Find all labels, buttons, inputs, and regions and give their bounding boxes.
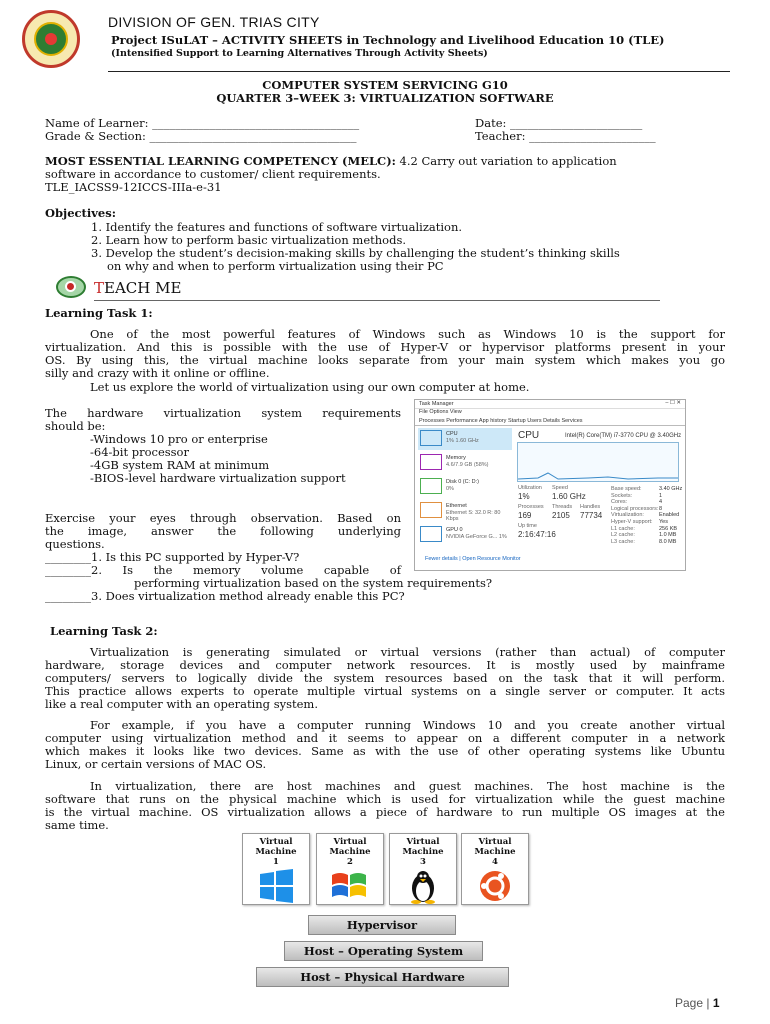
tm-processes-value: 169: [518, 511, 532, 520]
task2-label: Learning Task 2:: [50, 624, 158, 638]
virtual-machine-2: [316, 833, 384, 905]
task-manager-menu: File Options View: [419, 409, 462, 415]
tm-util-label: Utilization: [518, 485, 542, 491]
vm-number: 3: [420, 857, 426, 867]
req-processor: -64-bit processor: [90, 445, 189, 459]
windows-logo-icon: [256, 869, 296, 903]
task1-label: Learning Task 1:: [45, 306, 153, 320]
virtual-machine-4: [461, 833, 529, 905]
task2-p3-line3: is the virtual machine. OS virtualization allows a piece of hardware to run multiple OS images at the: [45, 805, 725, 819]
tm-side-memory-sub: 4.6/7.9 GB (58%): [446, 462, 489, 468]
task2-p2-line3: which makes it looks like two devices. Same as with the use of other operating systems like Ubuntu: [45, 744, 725, 758]
page-number: [675, 996, 720, 1010]
tm-spec-value: 1: [659, 492, 663, 499]
windows-xp-logo-icon: [328, 869, 372, 903]
task-manager-screenshot: [414, 399, 686, 571]
tm-speed-label: Speed: [552, 485, 568, 491]
task-manager-tabs-text: Processes Performance App history Startup Users Details Services: [419, 418, 583, 424]
task1-para-line3: OS. By using this, the virtual machine looks separate from your main system which makes you go: [45, 353, 725, 367]
tm-spec-label: Logical processors:: [611, 505, 659, 512]
vm-number: 1: [273, 857, 279, 867]
tm-spec-label: Base speed:: [611, 486, 642, 492]
tm-spec-value: 4: [659, 499, 663, 506]
task2-p3-line2: software that runs on the physical machine which is used for virtualization while the guest machine: [45, 792, 725, 806]
question-1: ________1. Is this PC supported by Hyper-V?: [45, 550, 300, 564]
tm-cpu-graph-line: [518, 443, 678, 481]
tm-cpu-graph: [517, 442, 679, 482]
tm-side-gpu-name: GPU 0: [446, 527, 463, 533]
task1-para-line1: One of the most powerful features of Windows such as Windows 10 is the support for: [90, 327, 725, 341]
ubuntu-logo-icon: [475, 868, 515, 904]
vm-label: Machine: [474, 847, 516, 857]
task2-p1-line2: hardware, storage devices and computer network resources. It is mostly used by mainframe: [45, 658, 725, 672]
tm-speed-value: 1.60 GHz: [552, 492, 586, 501]
date-field: Date: _______________________: [475, 116, 643, 130]
question-2-cont: performing virtualization based on the system requirements?: [134, 576, 493, 590]
task2-p2-line1: For example, if you have a computer running Windows 10 and you create another virtual: [90, 718, 725, 732]
tm-side-disk: [418, 476, 512, 498]
tm-side-ethernet-sub: Ethernet S: 32.0 R: 80 Kbps: [446, 510, 501, 522]
tm-spec-label: Sockets:: [611, 492, 633, 499]
req-ram: -4GB system RAM at minimum: [90, 458, 270, 472]
vm-number: 2: [347, 857, 353, 867]
objective-3: 3. Develop the student’s decision-making skills by challenging the student’s thinking skills: [91, 246, 620, 260]
tm-side-disk-sub: 0%: [446, 486, 454, 492]
vm-label: Virtual: [478, 837, 512, 847]
project-title: Project ISuLAT – ACTIVITY SHEETS in Technology and Livelihood Education 10 (TLE): [111, 33, 665, 47]
host-hardware-layer: Host – Physical Hardware: [256, 967, 509, 987]
req-intro-2: should be:: [45, 419, 106, 433]
tm-side-memory-name: Memory: [446, 455, 466, 461]
task-manager-tabs: [415, 417, 685, 426]
tm-spec-value: 8: [659, 505, 663, 512]
course-title: COMPUTER SYSTEM SERVICING G10: [262, 78, 508, 92]
learner-name-field: Name of Learner: ____________________________________: [45, 116, 360, 130]
tm-spec-value: 256 KB: [659, 525, 678, 532]
tm-uptime-value: 2:16:47:16: [518, 530, 556, 539]
exercise-line2: the image, answer the following underlying: [45, 524, 401, 538]
objective-2: 2. Learn how to perform basic virtualization methods.: [91, 233, 407, 247]
req-bios: -BIOS-level hardware virtualization support: [90, 471, 346, 485]
task-manager-title: Task Manager: [419, 401, 454, 407]
target-icon: [56, 276, 86, 298]
tm-util-value: 1%: [518, 492, 530, 501]
vm-label: Machine: [255, 847, 297, 857]
tm-processes-label: Processes: [518, 504, 544, 510]
tm-threads-value: 2105: [552, 511, 570, 520]
task2-p2-line4: Linux, or certain versions of MAC OS.: [45, 757, 267, 771]
grade-section-field: Grade & Section: ____________________________________: [45, 129, 357, 143]
teach-me-first-letter: T: [94, 279, 105, 297]
tm-spec-value: 8.0 MB: [659, 538, 677, 545]
window-controls-icon: – ☐ ✕: [665, 400, 681, 406]
objective-1: 1. Identify the features and functions of software virtualization.: [91, 220, 463, 234]
virtual-machine-1: [242, 833, 310, 905]
page-num: 1: [712, 996, 720, 1010]
tm-footer-links: Fewer details | Open Resource Monitor: [425, 556, 521, 562]
tm-handles-label: Handles: [580, 504, 601, 510]
req-windows: -Windows 10 pro or enterprise: [90, 432, 268, 446]
task1-para-line4: silly and crazy with it online or offline.: [45, 366, 270, 380]
teacher-field: Teacher: ______________________: [475, 129, 656, 143]
tm-side-cpu-name: CPU: [446, 431, 458, 437]
tm-side-disk-name: Disk 0 (C: D:): [446, 479, 479, 485]
tm-side-ethernet-name: Ethernet: [446, 503, 467, 509]
tm-spec-values: [659, 486, 682, 545]
teach-me-heading: [94, 279, 181, 297]
teach-me-rest: EACH ME: [104, 279, 182, 297]
tm-spec-value: Yes: [659, 518, 668, 525]
tm-spec-label: Cores:: [611, 499, 628, 506]
tm-uptime-label: Up time: [518, 523, 537, 529]
melc-text: 4.2 Carry out variation to application: [395, 154, 617, 168]
tm-side-cpu-sub: 1% 1.60 GHz: [446, 438, 479, 444]
host-os-layer: Host – Operating System: [284, 941, 483, 961]
tm-spec-label: L2 cache:: [611, 532, 635, 539]
vm-label: Machine: [329, 847, 371, 857]
teach-me-divider: [94, 300, 660, 301]
tm-spec-label: L1 cache:: [611, 525, 635, 532]
tm-spec-value: 3.40 GHz: [659, 486, 683, 492]
page-label: Page |: [675, 996, 713, 1010]
project-subtitle: (Intensified Support to Learning Alternatives Through Activity Sheets): [111, 48, 488, 59]
quarter-title: QUARTER 3–WEEK 3: VIRTUALIZATION SOFTWARE: [216, 91, 554, 105]
tm-handles-value: 77734: [580, 511, 603, 520]
objectives-label: Objectives:: [45, 206, 116, 220]
vm-label: Machine: [402, 847, 444, 857]
tm-spec-value: 1.0 MB: [659, 532, 677, 539]
tm-side-memory: [418, 452, 512, 474]
task2-p3-line4: same time.: [45, 818, 109, 832]
vm-label: Virtual: [259, 837, 293, 847]
task2-p1-line4: This practice allows experts to operate multiple virtual systems on a single server or computer. It acts: [45, 684, 725, 698]
task2-p1-line3: computers/ servers to logically divide the system resources based on the task that it will perform.: [45, 671, 725, 685]
tm-spec-labels: [611, 486, 658, 545]
task1-para-line2: virtualization. And this is possible with the use of Hyper-V or hypervisor platforms present in your: [45, 340, 725, 354]
virtual-machine-3: [389, 833, 457, 905]
exercise-line1: Exercise your eyes through observation. Based on: [45, 511, 401, 525]
tm-spec-label: Virtualization:: [611, 512, 644, 519]
vm-label: Virtual: [333, 837, 367, 847]
tm-side-gpu: [418, 524, 512, 546]
melc-label: MOST ESSENTIAL LEARNING COMPETENCY (MELC):: [45, 154, 396, 168]
task-manager-titlebar: [415, 400, 685, 409]
tm-cpu-name: Intel(R) Core(TM) i7-3770 CPU @ 3.40GHz: [565, 433, 682, 439]
tm-cpu-title: CPU: [518, 430, 540, 441]
melc-code: TLE_IACSS9-12ICCS-IIIa-e-31: [45, 180, 222, 194]
linux-penguin-icon: [403, 868, 443, 904]
tm-spec-label: L3 cache:: [611, 538, 635, 545]
question-2: ________2. Is the memory volume capable of: [45, 563, 401, 577]
question-3: ________3. Does virtualization method already enable this PC?: [45, 589, 405, 603]
vm-number: 4: [492, 857, 498, 867]
task2-p3-line1: In virtualization, there are host machines and guest machines. The host machine is the: [90, 779, 725, 793]
tm-spec-value: Enabled: [659, 512, 680, 519]
task2-p1-line1: Virtualization is generating simulated or virtual versions (rather than actual) of computer: [90, 645, 725, 659]
tm-side-cpu: [418, 428, 512, 450]
melc-line2: software in accordance to customer/ client requirements.: [45, 167, 381, 181]
hypervisor-layer: Hypervisor: [308, 915, 456, 935]
division-title: DIVISION OF GEN. TRIAS CITY: [108, 14, 320, 30]
req-intro: The hardware virtualization system requirements: [45, 406, 401, 420]
division-seal-logo: [22, 10, 80, 68]
tm-side-gpu-sub: NVIDIA GeForce G... 1%: [446, 534, 507, 540]
exercise-line3: questions.: [45, 537, 105, 551]
tm-side-ethernet: [418, 500, 512, 522]
tm-spec-label: Hyper-V support:: [611, 518, 653, 525]
task1-explore: Let us explore the world of virtualization using our own computer at home.: [90, 380, 530, 394]
task2-p1-line5: like a real computer with an operating system.: [45, 697, 318, 711]
tm-threads-label: Threads: [552, 504, 573, 510]
objective-3-cont: on why and when to perform virtualization using their PC: [107, 259, 444, 273]
header-divider: [108, 71, 730, 72]
task2-p2-line2: computer using virtualization method and it seems to appear on a different computer in a network: [45, 731, 725, 745]
vm-label: Virtual: [406, 837, 440, 847]
